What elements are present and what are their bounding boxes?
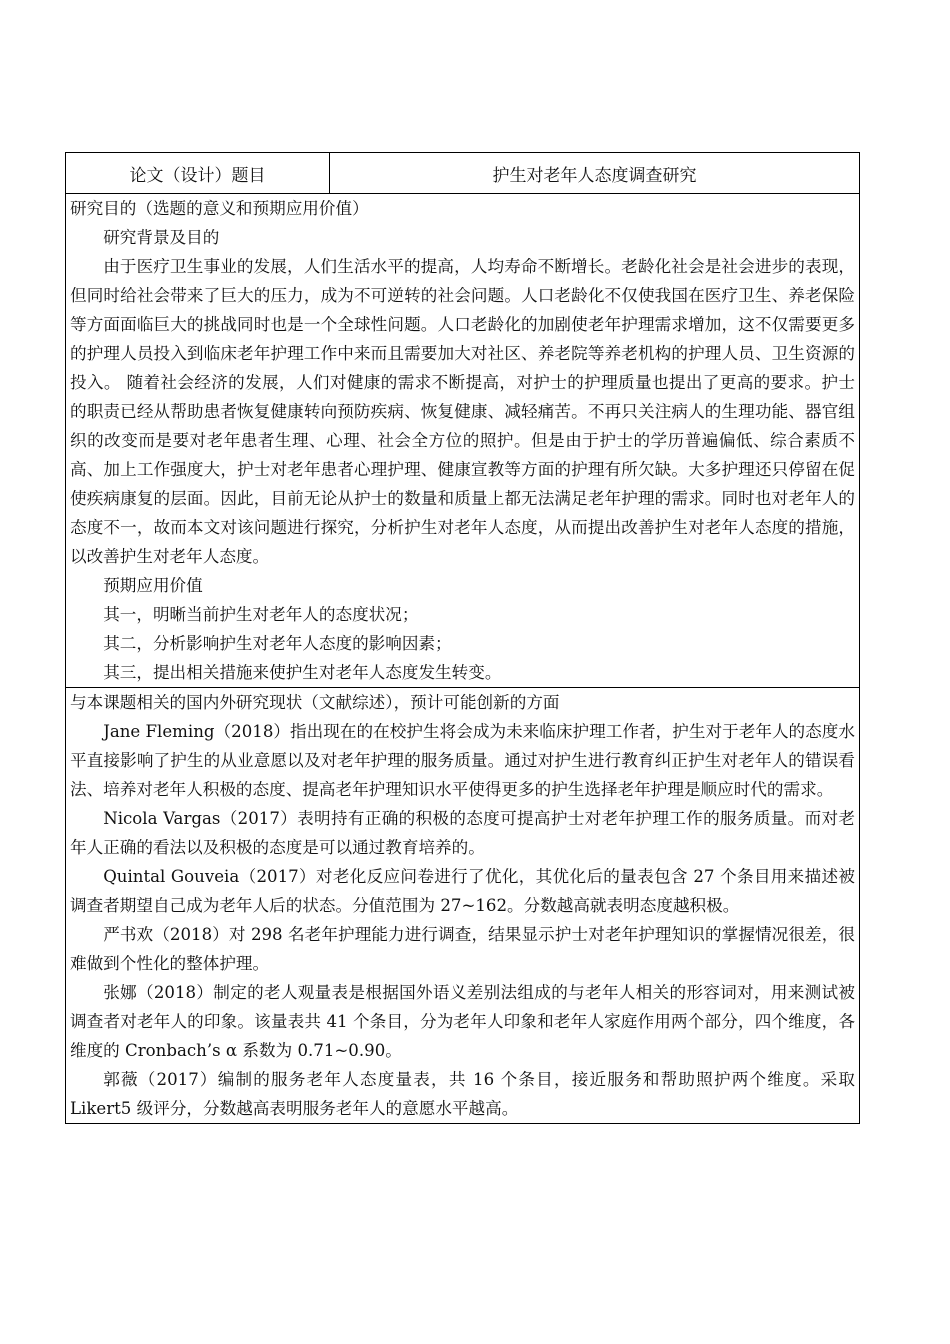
review-paragraph: Quintal Gouveia（2017）对老化反应问卷进行了优化，其优化后的量表包含 27 个条目用来描述被调查者期望自己成为老年人后的状态。分值范围为 27~162。分数越高就表明态度越积极。	[70, 867, 855, 915]
title-row	[66, 153, 860, 194]
background-subheading: 研究背景及目的	[103, 228, 220, 247]
review-paragraph: 郭薇（2017）编制的服务老年人态度量表，共 16 个条目，接近服务和帮助照护两个维度。采取 Likert5 级评分，分数越高表明服务老年人的意愿水平越高。	[70, 1070, 855, 1118]
expected-value-item: 其二，分析影响护生对老年人态度的影响因素；	[103, 634, 452, 653]
research-purpose-cell	[66, 194, 860, 688]
review-paragraph: Nicola Vargas（2017）表明持有正确的积极的态度可提高护士对老年护理工作的服务质量。而对老年人正确的看法以及积极的态度是可以通过教育培养的。	[70, 809, 855, 857]
research-purpose-title: 研究目的（选题的意义和预期应用价值）	[70, 199, 369, 218]
expected-value-item: 其一，明晰当前护生对老年人的态度状况；	[103, 605, 419, 624]
proposal-form-table	[65, 152, 860, 1124]
literature-review-row	[66, 688, 860, 1124]
review-paragraph: 严书欢（2018）对 298 名老年护理能力进行调查，结果显示护士对老年护理知识的掌握情况很差，很难做到个性化的整体护理。	[70, 925, 855, 973]
literature-review-title: 与本课题相关的国内外研究现状（文献综述），预计可能创新的方面	[70, 693, 560, 712]
thesis-title-value: 护生对老年人态度调查研究	[330, 153, 860, 194]
literature-review-cell	[66, 688, 860, 1124]
research-purpose-row	[66, 194, 860, 688]
thesis-title-label: 论文（设计）题目	[66, 153, 330, 194]
expected-value-subheading: 预期应用价值	[103, 576, 203, 595]
background-paragraph: 由于医疗卫生事业的发展，人们生活水平的提高，人均寿命不断增长。老龄化社会是社会进步的表现，但同时给社会带来了巨大的压力，成为不可逆转的社会问题。人口老龄化不仅使我国在医疗卫生、养老保险等方面面临巨大的挑战同时也是一个全球性问题。人口老龄化的加剧使老年护理需求增加，这不仅需要更多的护理人员投入到临床老年护理工作中来而且需要加大对社区、养老院等养老机构的护理人员、卫生资源的投入。 随着社会经济的发展，人们对健康的需求不断提高，对护士的护理质量也提出了更高的要求。护士的职责已经从帮助患者恢复健康转向预防疾病、恢复健康、减轻痛苦。不再只关注病人的生理功能、器官组织的改变而是要对老年患者生理、心理、社会全方位的照护。但是由于护士的学历普遍偏低、综合素质不高、加上工作强度大，护士对老年患者心理护理、健康宣教等方面的护理有所欠缺。大多护理还只停留在促使疾病康复的层面。因此，目前无论从护士的数量和质量上都无法满足老年护理的需求。同时也对老年人的态度不一，故而本文对该问题进行探究，分析护生对老年人态度，从而提出改善护生对老年人态度的措施，以改善护生对老年人态度。	[70, 257, 855, 566]
review-paragraph: Jane Fleming（2018）指出现在的在校护生将会成为未来临床护理工作者，护生对于老年人的态度水平直接影响了护生的从业意愿以及对老年护理的服务质量。通过对护生进行教育纠正护生对老年人的错误看法、培养对老年人积极的态度、提高老年护理知识水平使得更多的护生选择老年护理是顺应时代的需求。	[70, 722, 855, 799]
review-paragraph: 张娜（2018）制定的老人观量表是根据国外语义差别法组成的与老年人相关的形容词对，用来测试被调查者对老年人的印象。该量表共 41 个条目，分为老年人印象和老年人家庭作用两个部分，四个维度，各维度的 Cronbach’s α 系数为 0.71~0.90。	[70, 983, 855, 1060]
expected-value-item: 其三，提出相关措施来使护生对老年人态度发生转变。	[103, 663, 502, 682]
